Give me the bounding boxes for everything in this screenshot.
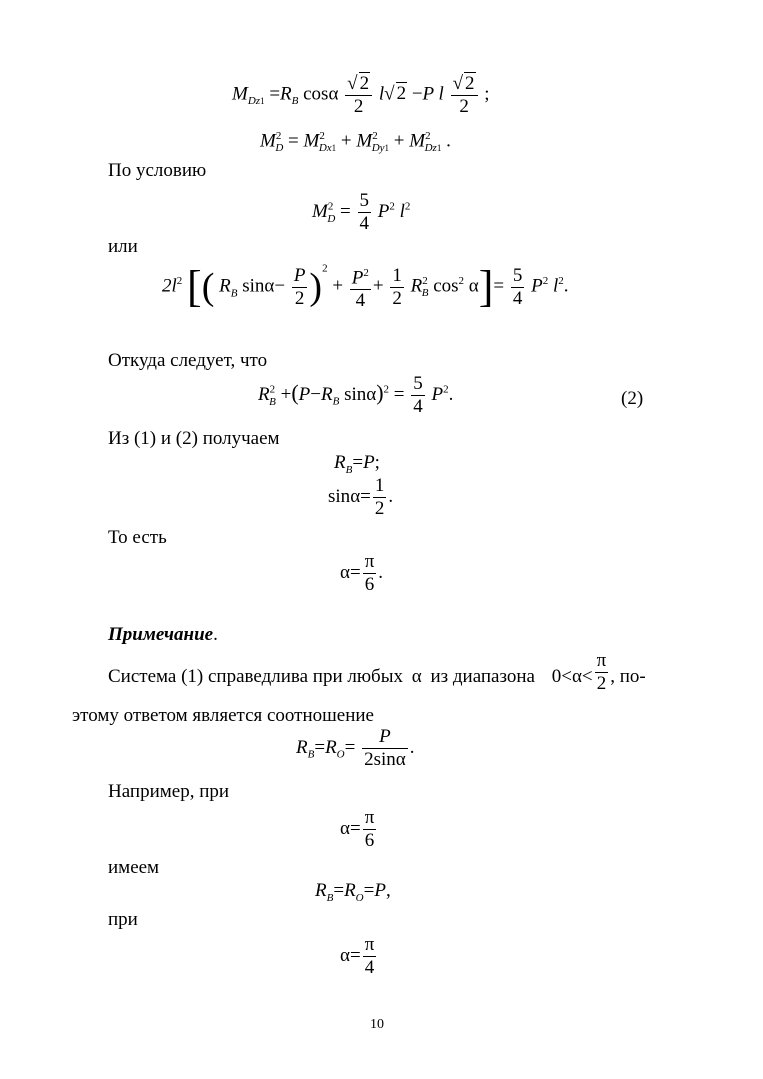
equals-sign: = [314,736,326,758]
subscript: O [355,891,364,904]
subscript-index: 1 [260,96,265,107]
equation-rb [334,452,380,476]
punctuation: . [563,275,569,297]
punctuation: , [385,880,391,901]
equation-moment-sum [260,130,451,154]
numerator: 5 [359,190,369,211]
punctuation: . [378,561,384,583]
equation-alpha-pi6-b [340,807,378,852]
superscript: 2 [425,130,431,142]
subscript: D [327,212,336,225]
fraction [363,807,377,852]
minus-sign: − [274,275,286,297]
equals-sign: = [349,817,361,839]
symbol: P [531,275,543,297]
paragraph-at: при [108,909,138,930]
subscript: Dz [424,142,437,155]
punctuation: ; [374,452,380,473]
punctuation: . [213,624,218,645]
paren-close: ) [309,266,323,309]
sqrt-value: 2 [359,73,370,94]
alpha: α [468,275,479,297]
equation-sin [328,475,393,520]
fraction: $\frac{√ 2}{2}$ [345,72,372,118]
punctuation: . [388,485,394,507]
plus-sign: + [332,275,344,297]
subscript: B [332,395,340,408]
alpha: α [340,944,350,966]
denominator: 4 [512,287,523,309]
denominator: 4 [355,290,366,312]
equation-rb-ro-p [315,880,391,904]
subscript: B [307,748,315,761]
symbol: l [378,83,385,105]
fraction [373,475,387,520]
plus-sign: + [340,130,352,152]
symbol: P [431,383,444,405]
note-text: Система (1) справедлива при любых [108,665,403,687]
equals-sign: = [360,485,371,507]
superscript: 2 [422,275,428,288]
fraction [390,265,404,310]
equals-sign: = [393,383,405,405]
fraction [363,934,377,979]
numerator: P [293,264,306,286]
symbol: R [325,736,337,758]
symbol: P [363,452,375,473]
superscript: 2 [269,383,276,396]
paragraph-condition: По условию [108,160,207,181]
paragraph-example: Например, при [108,781,230,802]
superscript: 2 [372,130,378,142]
alpha: α [366,383,377,405]
symbol: P [377,200,390,222]
punctuation: . [446,130,451,152]
denominator: 2 [459,96,469,117]
denominator: 6 [364,830,375,851]
numerator: π [364,551,375,572]
page-number: 10 [370,1017,384,1032]
subscript: D [275,142,284,155]
alpha: α [340,561,350,583]
denominator: 6 [364,574,375,595]
equals-sign: = [352,452,364,473]
equals-sign: = [349,944,361,966]
subscript: B [230,287,238,300]
symbol: R [219,275,231,297]
alpha: α [411,665,422,687]
punctuation: ; [484,83,490,105]
equation-condition [312,190,410,235]
alpha: α [350,485,361,507]
paragraph-or: или [108,236,138,257]
equals-sign: = [363,880,375,901]
subscript: B [291,95,299,108]
superscript: 2 [443,383,449,396]
symbol: R [410,275,423,297]
note-heading-text: Примечание [108,624,214,645]
denominator: 4 [413,396,423,417]
sqrt-value: 2 [465,73,475,94]
symbol: R [258,383,270,405]
numerator: π [596,650,607,671]
superscript: 2 [327,200,334,213]
equation-expanded [162,262,569,312]
symbol: R [280,83,292,105]
sqrt-value: 2 [396,83,407,105]
denominator: 2 [353,96,364,117]
subscript: Dy [371,142,385,155]
symbol: R [344,880,356,901]
equals-sign: = [269,83,281,105]
paragraph-have: имеем [108,857,160,878]
func: sin [328,485,351,507]
minus-sign: − [310,383,321,405]
numerator: 1 [374,475,385,496]
subscript-index: 1 [331,143,337,154]
fraction [511,265,525,310]
bracket-close: ] [478,262,494,312]
equation-alpha-pi6 [340,551,383,596]
symbol: R [296,736,308,758]
subscript: O [336,748,345,761]
func: sin [242,275,265,297]
func: cos [433,275,459,297]
denominator: 4 [364,957,375,978]
symbol: M [232,83,248,105]
symbol: R [320,383,333,405]
plus-sign: + [393,130,405,152]
superscript: 2 [319,130,325,142]
paragraph-hence: Откуда следует, что [108,350,268,371]
alpha: α [264,275,275,297]
subscript-index: 1 [436,143,442,154]
symbol: l [399,200,405,222]
fraction [358,190,372,235]
paragraph-from: Из (1) и (2) получаем [108,428,280,449]
superscript: 2 [383,383,390,396]
symbol: M [260,130,276,152]
alpha: α [328,83,339,105]
equation-ratio [296,726,415,771]
equation-number: (2) [621,388,644,409]
subscript: B [326,891,334,904]
superscript: 2 [558,275,564,288]
symbol: P [374,880,386,901]
denominator: 4 [359,213,369,234]
numerator: 1 [392,264,402,286]
fraction [362,726,408,771]
note-heading [108,624,218,646]
minus-sign: − [411,83,423,105]
denominator: 2sin [364,749,396,770]
paren-close: ) [376,379,384,405]
coefficient: 2l [162,275,177,297]
equals-sign: = [349,561,361,583]
paren-open: ( [201,266,215,309]
note-line-1 [108,650,646,695]
denominator: 2 [294,287,305,309]
alpha: α [340,817,350,839]
superscript: 2 [389,200,395,213]
symbol: P [298,383,311,405]
fraction [292,265,308,310]
subscript: B [345,463,353,476]
numerator: P [362,726,408,749]
equation-2 [258,373,453,418]
func: sin [344,383,367,405]
symbol: P l [422,83,444,105]
fraction [411,373,425,418]
denominator: 2 [374,498,385,519]
subscript: B [421,287,429,300]
plus-sign: + [280,383,292,405]
plus-sign: + [372,275,384,297]
superscript: 2 [275,130,282,142]
numerator: 5 [413,373,423,394]
denominator: 2 [596,673,607,694]
equation-alpha-pi4 [340,934,378,979]
fraction: $\frac{√ 2}{2}$ [451,72,478,118]
superscript: 2 [542,275,549,288]
superscript: 2 [176,275,183,288]
note-text: из диапазона [430,665,535,687]
note-text: , по- [610,665,646,687]
equals-sign: = [340,200,351,222]
symbol: M [356,130,373,152]
note-line-2: этому ответом является соотношение [72,705,374,726]
equals-sign: = [288,130,299,152]
punctuation: . [409,736,415,758]
symbol: M [312,200,328,222]
symbol: R [334,452,346,473]
bracket-open: [ [187,262,202,312]
fraction [350,262,371,312]
numerator: 5 [512,264,523,286]
symbol: M [303,130,320,152]
fraction [363,551,377,596]
subscript: Dz [247,95,261,108]
paren-open: ( [291,379,299,405]
equation-moment-dz: $M_{Dz1} =R_B$ cosα $\frac{√ 2}{2}$ l√ 2 −P l $\frac{√ 2}{2}$ ; [232,73,490,117]
numerator: π [364,807,375,828]
func: cos [303,83,329,105]
subscript: Dx [318,142,332,155]
symbol: R [315,880,327,901]
superscript: 2 [322,262,328,275]
equals-sign: = [344,736,356,758]
fraction [595,650,609,695]
superscript: 2 [458,275,465,288]
equals-sign: = [333,880,345,901]
superscript: 2 [363,267,369,279]
symbol: M [409,130,426,152]
denominator: 2 [392,287,402,309]
alpha: α [395,749,406,770]
range: 0<α< [551,665,593,687]
punctuation: . [448,383,454,405]
numerator: P [351,267,364,289]
subscript: B [269,395,276,408]
superscript: 2 [404,200,411,213]
paragraph-that-is: То есть [108,527,167,548]
equals-sign: = [493,275,505,297]
numerator: π [364,934,375,955]
symbol: l [553,275,559,297]
subscript-index: 1 [384,143,390,154]
